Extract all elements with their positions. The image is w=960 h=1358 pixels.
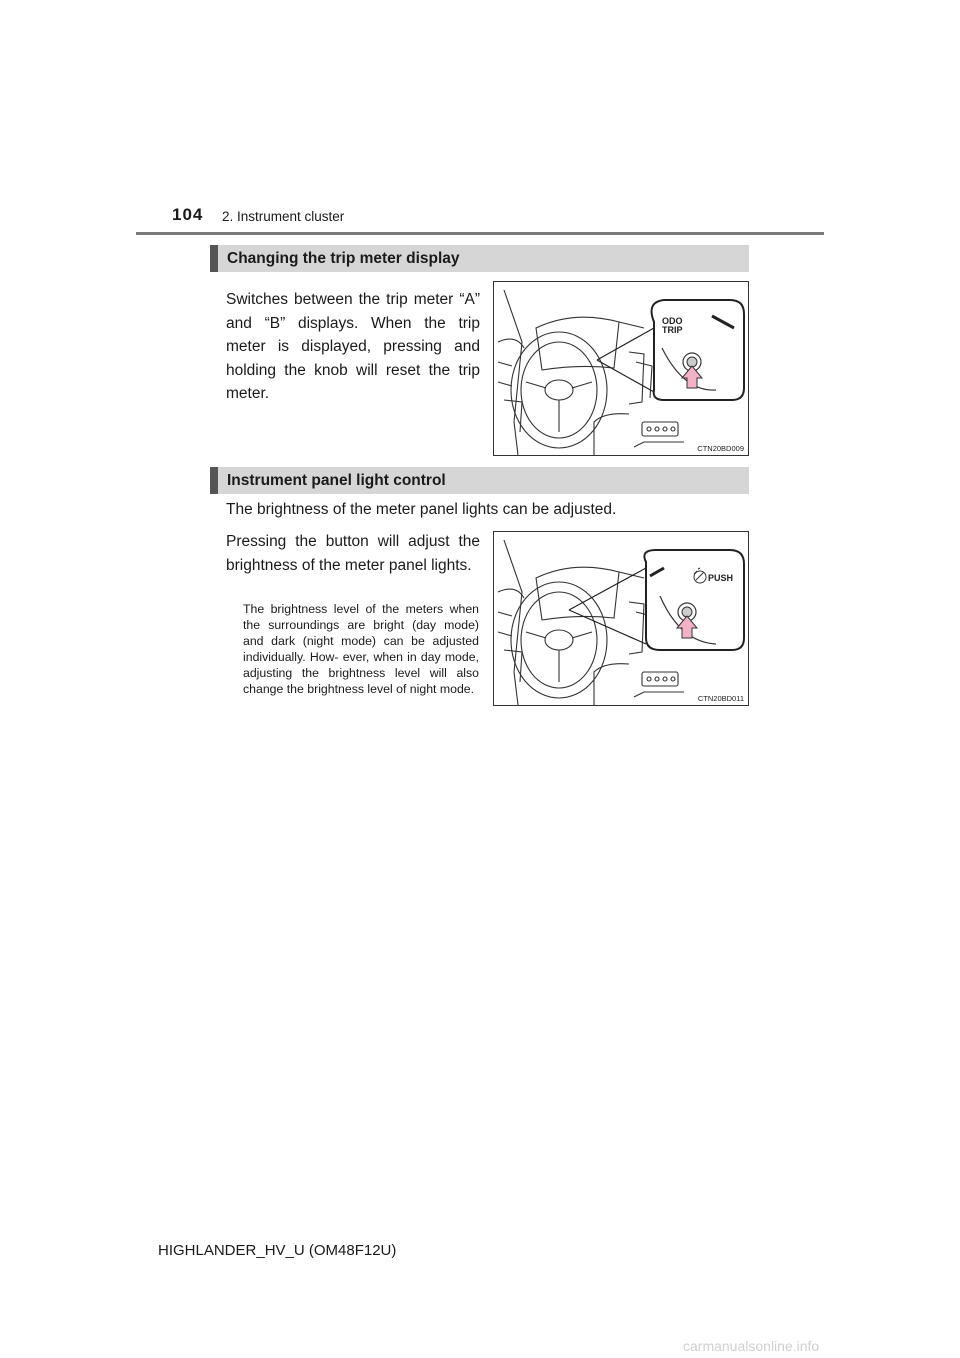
panel-light-intro: The brightness of the meter panel lights can be adjusted.: [226, 501, 617, 518]
section-title: Changing the trip meter display: [227, 249, 460, 267]
figure-code: CTN20BD011: [697, 694, 744, 703]
watermark: carmanualsonline.info: [683, 1338, 820, 1354]
trip-label: TRIP: [662, 325, 683, 335]
section-title: Instrument panel light control: [227, 471, 446, 489]
brightness-note: The brightness level of the meters when the surroundings are bright (day mode) and dark (night mode) can be adjusted individually. How- ever, when in day mode, adjusting the brightness level will also change the brightness level of night mode.: [243, 602, 479, 696]
trip-meter-figure: [493, 281, 749, 456]
header-rule: [136, 232, 824, 235]
section-heading-trip-meter: [210, 245, 749, 272]
odo-label: ODO: [662, 316, 683, 326]
dashboard-illustration: [494, 282, 748, 455]
page-number: 104: [172, 205, 204, 224]
dashboard-illustration: [494, 532, 748, 705]
push-label: PUSH: [708, 573, 734, 583]
section-heading-panel-light: [210, 467, 749, 494]
chapter-title: 2. Instrument cluster: [222, 209, 345, 224]
panel-light-figure: [493, 531, 749, 706]
panel-light-description: Pressing the button will adjust the brightness of the meter panel lights.: [226, 533, 480, 574]
figure-code: CTN20BD009: [697, 444, 744, 453]
footer-model-code: HIGHLANDER_HV_U (OM48F12U): [158, 1242, 397, 1259]
trip-meter-description: Switches between the trip meter “A” and “B” displays. When the trip meter is displayed, pressing and holding the knob will reset the trip meter.: [226, 291, 480, 402]
